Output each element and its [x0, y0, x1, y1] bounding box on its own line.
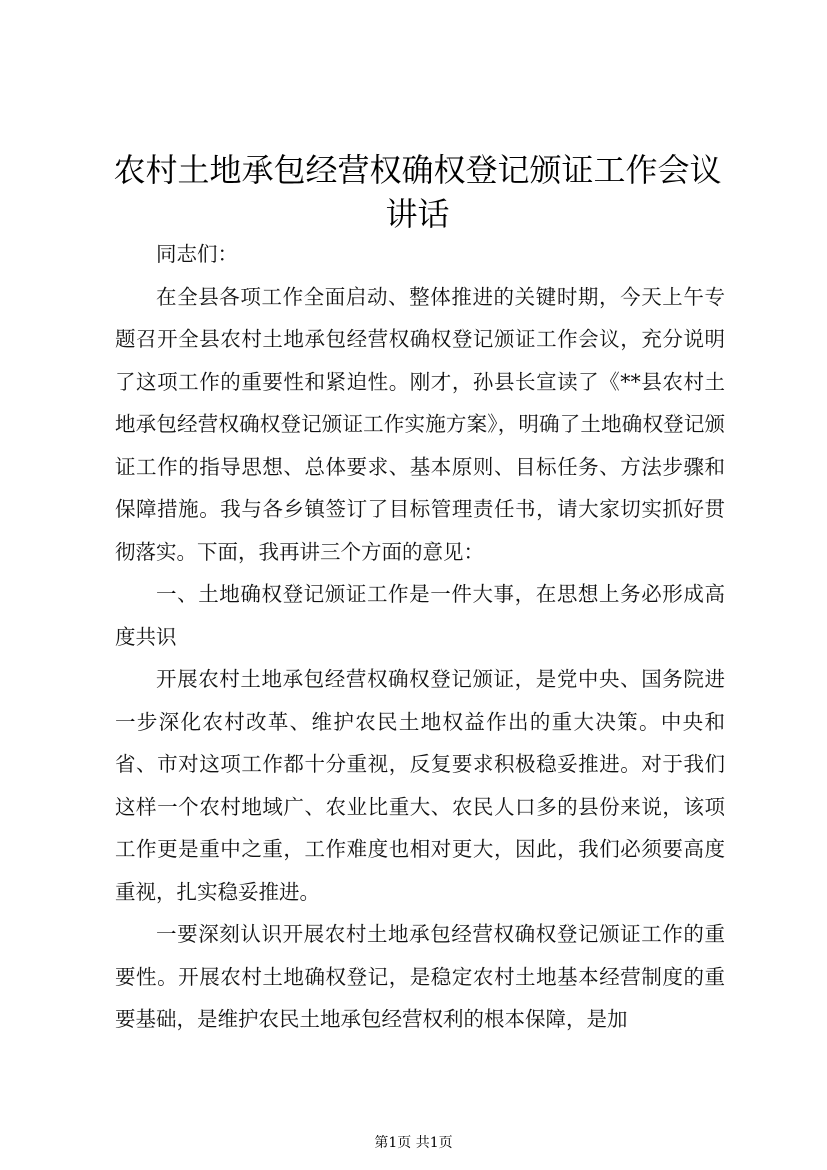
page-title: 农村土地承包经营权确权登记颁证工作会议讲话: [113, 151, 722, 233]
document-body: [115, 233, 725, 1041]
paragraph: 开展农村土地承包经营权确权登记颁证，是党中央、国务院进一步深化农村改革、维护农民土地权益作出的重大决策。中央和省、市对这项工作都十分重视，反复要求积极稳妥推进。对于我们这样一个农村地域广、农业比重大、农民人口多的县份来说，该项工作更是重中之重，工作难度也相对更大，因此，我们必须要高度重视，扎实稳妥推进。: [115, 667, 725, 904]
salutation: 同志们：: [156, 242, 238, 266]
section-heading: 一、土地确权登记颁证工作是一件大事，在思想上务必形成高度共识: [115, 582, 725, 649]
paragraph: 一要深刻认识开展农村土地承包经营权确权登记颁证工作的重要性。开展农村土地确权登记，是稳定农村土地基本经营制度的重要基础，是维护农民土地承包经营权利的根本保障，是加: [115, 922, 725, 1031]
page-number: 第1页 共1页: [374, 1135, 453, 1151]
paragraph: 在全县各项工作全面启动、整体推进的关键时期，今天上午专题召开全县农村土地承包经营权确权登记颁证工作会议，充分说明了这项工作的重要性和紧迫性。刚才，孙县长宣读了《**县农村土地承包经营权确权登记颁证工作实施方案》，明确了土地确权登记颁证工作的指导思想、总体要求、基本原则、目标任务、方法步骤和保障措施。我与各乡镇签订了目标管理责任书，请大家切实抓好贯彻落实。下面，我再讲三个方面的意见：: [115, 284, 725, 564]
